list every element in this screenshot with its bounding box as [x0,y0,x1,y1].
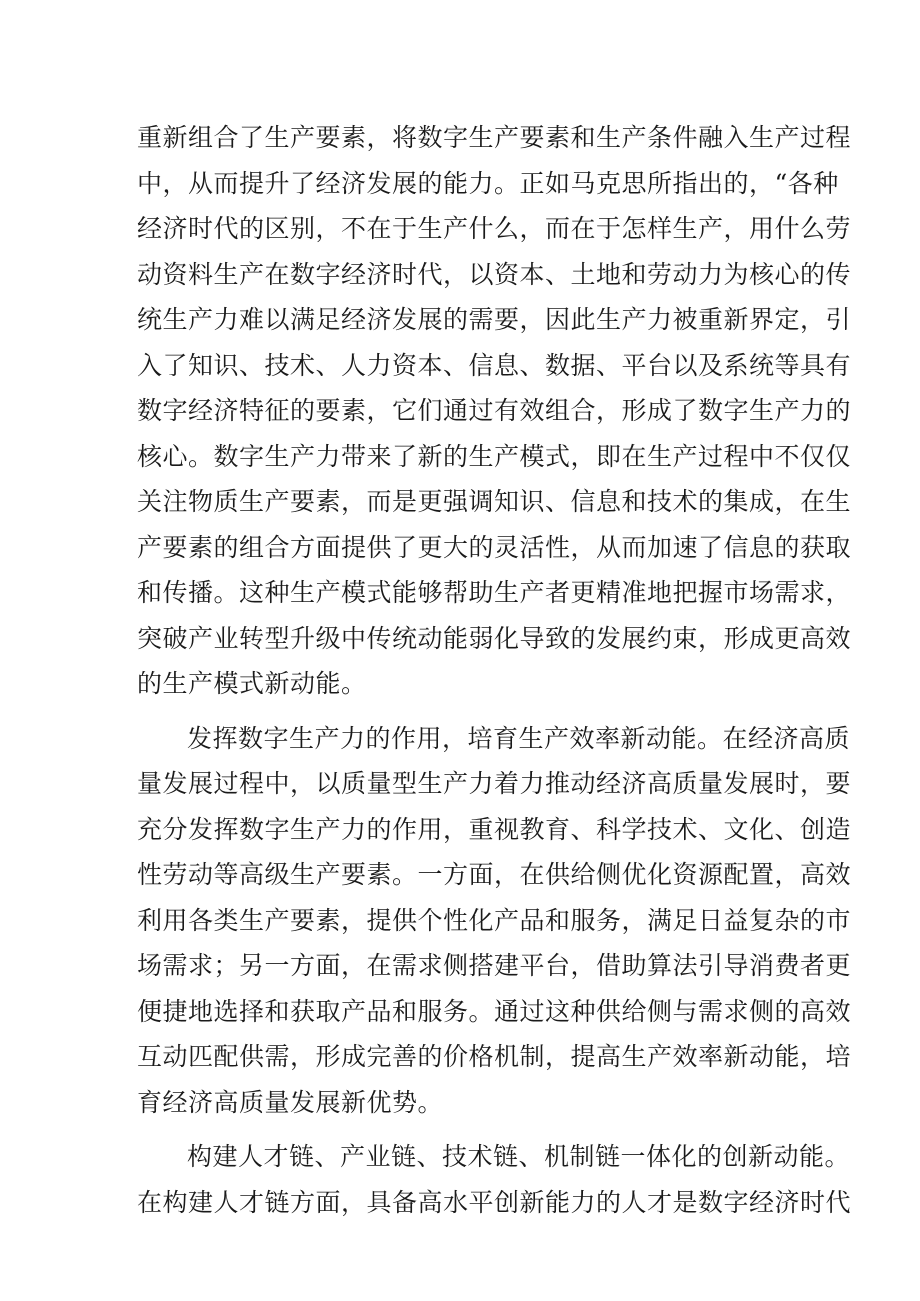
text-line: 在构建人才链方面，具备高水平创新能力的人才是数字经济时代 [137,1187,852,1217]
text-line: 统生产力难以满足经济发展的需要，因此生产力被重新界定，引 [137,305,852,334]
paragraph-2 [137,716,852,1126]
text-line: 发挥数字生产力的作用，培育生产效率新动能。在经济高质 [187,723,851,753]
text-line: 量发展过程中，以质量型生产力着力推动经济高质量发展时，要 [137,769,852,798]
text-line: 经济时代的区别，不在于生产什么，而在于怎样生产，用什么劳 [137,214,852,243]
text-line: 场需求；另一方面，在需求侧搭建平台，借助算法引导消费者更 [137,951,852,980]
text-line: 核心。数字生产力带来了新的生产模式，即在生产过程中不仅仅 [137,441,852,471]
text-line: 突破产业转型升级中传统动能弱化导致的发展约束，形成更高效 [137,623,852,653]
text-line: 便捷地选择和获取产品和服务。通过这种供给侧与需求侧的高效 [137,996,852,1026]
text-line: 关注物质生产要素，而是更强调知识、信息和技术的集成，在生 [137,487,852,516]
text-line: 数字经济特征的要素，它们通过有效组合，形成了数字生产力的 [137,396,852,425]
text-line: 育经济高质量发展新优势。 [137,1087,444,1117]
body-text [137,115,852,1225]
text-line: 充分发挥数字生产力的作用，重视教育、科学技术、文化、创造 [137,814,852,844]
text-line: 和传播。这种生产模式能够帮助生产者更精准地把握市场需求， [137,578,852,607]
text-line: 构建人才链、产业链、技术链、机制链一体化的创新动能。 [187,1142,851,1171]
paragraph-1 [137,115,852,707]
text-line: 中，从而提升了经济发展的能力。正如马克思所指出的，“各种 [137,168,839,198]
text-line: 重新组合了生产要素，将数字生产要素和生产条件融入生产过程 [137,123,852,152]
text-line: 产要素的组合方面提供了更大的灵活性，从而加速了信息的获取 [137,532,852,562]
text-line: 互动匹配供需，形成完善的价格机制，提高生产效率新动能，培 [137,1042,852,1071]
text-line: 动资料生产在数字经济时代，以资本、土地和劳动力为核心的传 [137,259,852,289]
text-line: 利用各类生产要素，提供个性化产品和服务，满足日益复杂的市 [137,905,852,935]
paragraph-3 [137,1134,852,1225]
text-line: 入了知识、技术、人力资本、信息、数据、平台以及系统等具有 [137,350,852,380]
text-line: 性劳动等高级生产要素。一方面，在供给侧优化资源配置，高效 [137,860,852,889]
text-line: 的生产模式新动能。 [137,669,367,698]
